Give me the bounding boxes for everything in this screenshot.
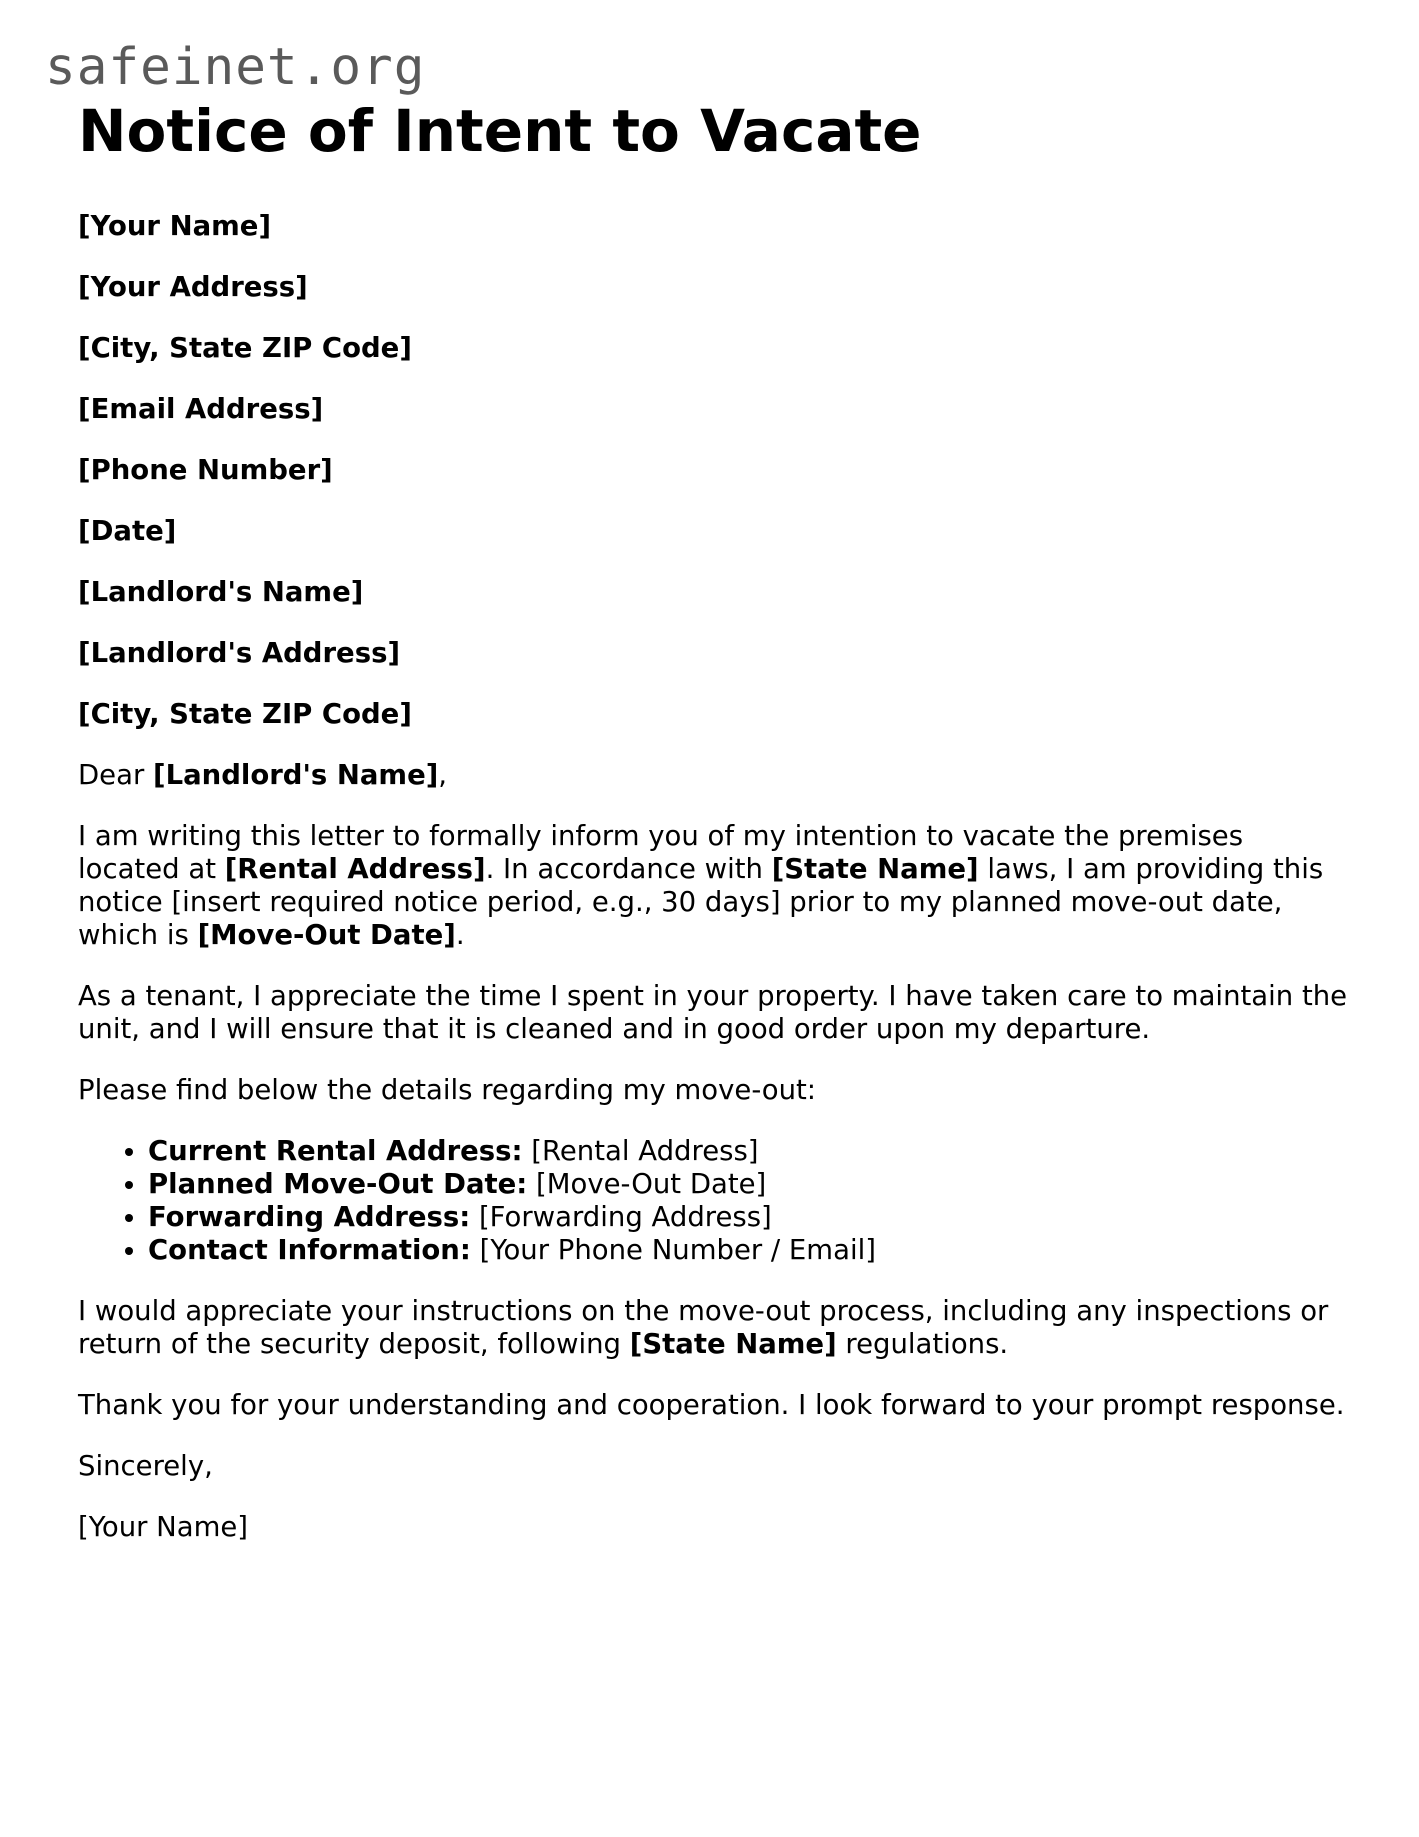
detail-label: Planned Move-Out Date: — [148, 1167, 528, 1200]
intent-paragraph — [78, 820, 1348, 952]
landlord-city-state-zip: [City, State ZIP Code] — [78, 697, 412, 730]
closing: Sincerely, — [78, 1449, 213, 1482]
watermark: safeinet.org — [45, 38, 426, 97]
sender-address: [Your Address] — [78, 270, 308, 303]
detail-value: [Rental Address] — [522, 1134, 759, 1167]
letter-date: [Date] — [78, 514, 177, 547]
letter-document — [78, 97, 1348, 1572]
salutation-prefix: Dear — [78, 758, 153, 791]
detail-label: Contact Information: — [148, 1233, 471, 1266]
detail-value: [Move-Out Date] — [527, 1167, 767, 1200]
instructions-state-name: [State Name] — [629, 1327, 837, 1360]
sender-city-state-zip: [City, State ZIP Code] — [78, 331, 412, 364]
detail-label: Forwarding Address: — [148, 1200, 471, 1233]
page-title: Notice of Intent to Vacate — [78, 97, 922, 165]
landlord-address: [Landlord's Address] — [78, 636, 401, 669]
salutation-name: [Landlord's Name] — [153, 758, 439, 791]
intent-state-name: [State Name] — [771, 852, 979, 885]
instructions-text-1: I would appreciate your instructions on the move-out process, including any inspections or return of the security deposit, following — [78, 1294, 1329, 1360]
detail-value: [Your Phone Number / Email] — [470, 1233, 876, 1266]
intent-text-1: I am writing this letter to formally inform you of my intention to vacate the premises located at — [78, 819, 1244, 885]
intent-rental-address: [Rental Address] — [224, 852, 486, 885]
sender-phone: [Phone Number] — [78, 453, 333, 486]
intent-move-out-date: [Move-Out Date] — [197, 918, 456, 951]
thanks-paragraph: Thank you for your understanding and cooperation. I look forward to your prompt response. — [78, 1388, 1345, 1421]
intent-text-2: . In accordance with — [485, 852, 772, 885]
salutation — [78, 759, 1348, 792]
detail-label: Current Rental Address: — [148, 1134, 523, 1167]
list-item — [148, 1234, 1348, 1267]
detail-value: [Forwarding Address] — [470, 1200, 772, 1233]
salutation-suffix: , — [438, 758, 448, 791]
instructions-paragraph — [78, 1295, 1348, 1361]
intent-text-4: . — [455, 918, 465, 951]
intent-text-3: laws, I am providing this notice [insert required notice period, e.g., 30 days] prior to my planned move-out date, which is — [78, 852, 1324, 951]
signature: [Your Name] — [78, 1510, 249, 1543]
sender-name: [Your Name] — [78, 209, 272, 242]
list-item — [148, 1135, 1348, 1168]
tenant-paragraph: As a tenant, I appreciate the time I spent in your property. I have taken care to maintain the unit, and I will ensure that it is cleaned and in good order upon my departure. — [78, 979, 1348, 1045]
instructions-text-2: regulations. — [836, 1327, 1009, 1360]
move-out-details-list — [78, 1135, 1348, 1267]
list-item — [148, 1201, 1348, 1234]
list-item — [148, 1168, 1348, 1201]
sender-email: [Email Address] — [78, 392, 324, 425]
details-intro: Please find below the details regarding my move-out: — [78, 1073, 817, 1106]
landlord-name: [Landlord's Name] — [78, 575, 364, 608]
